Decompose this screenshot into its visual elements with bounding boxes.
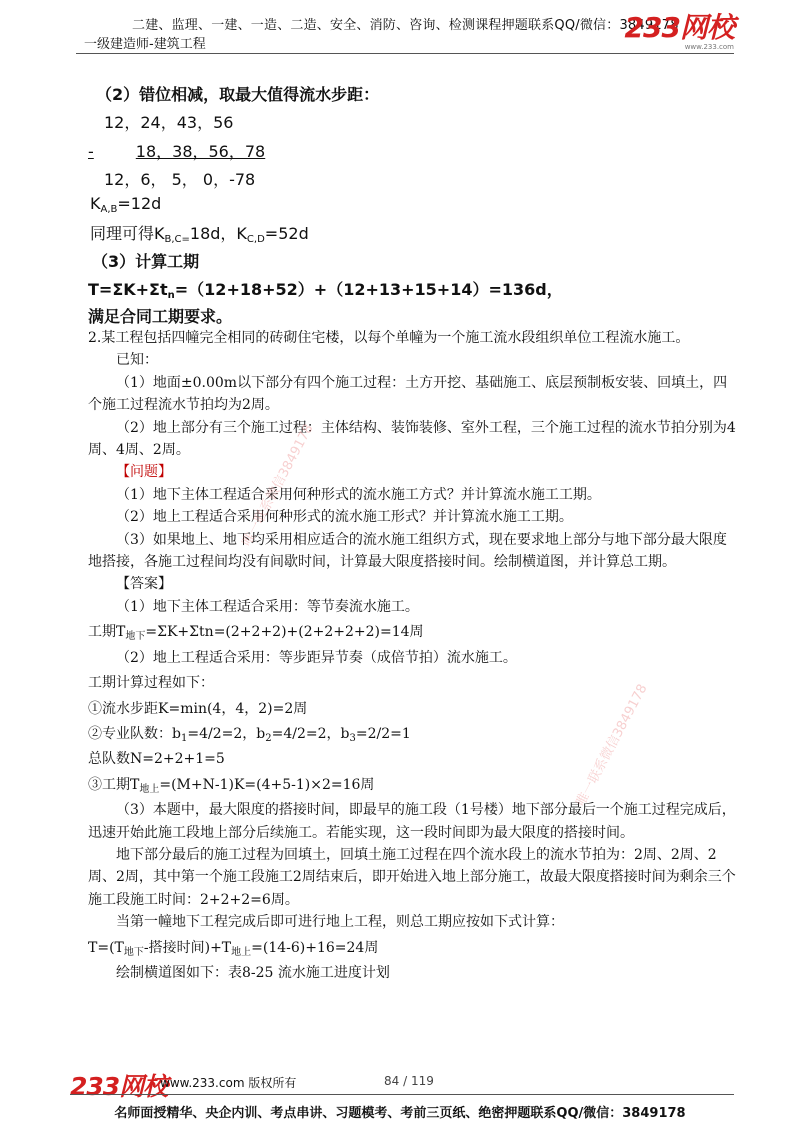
step2-title: （2）错位相减，取最大值得流水步距： — [96, 85, 380, 104]
answer-3-para-1: （3）本题中，最大限度的搭接时间，即最早的施工段（1号楼）地下部分最后一个施工过程完成后，迅速开始此施工段地上部分后续施工。若能实现，这一段时间即为最大限度的搭接时间。 — [88, 802, 736, 841]
problem-statement: 2.某工程包括四幢完全相同的砖砌住宅楼，以每个单幢为一个施工流水段组织单位工程流水施工。 — [88, 330, 690, 346]
logo-url: www.233.com — [684, 43, 734, 51]
answer-3-para-3: 当第一幢地下工程完成后即可进行地上工程，则总工期应按如下式计算： — [116, 914, 564, 931]
answer-2: （2）地上工程适合采用：等步距异节奏（成倍节拍）流水施工。 — [116, 649, 517, 666]
known-item-2: （2）地上部分有三个施工过程：主体结构、装饰装修、室外工程，三个施工过程的流水节拍分别为4周、4周、2周。 — [88, 419, 736, 459]
page-number: 84 / 119 — [384, 1074, 434, 1088]
total-duration-formula: $T=\Sigma K+\Sigma t_n=(12+18+52)+(12+13+15+14)=136d$， — [88, 280, 563, 301]
footer-divider — [70, 1094, 734, 1095]
sequence-row-2-values: 18，38，56，78 — [135, 142, 266, 161]
minus-sign: - — [88, 142, 94, 161]
answer-1-formula: 工期$T_{地下}=\Sigma K+\Sigma tn=(2+2+2)+(2+2+2+2)=14$周 — [88, 624, 424, 643]
difference-row: 12，6， 5， 0，-78 — [104, 170, 256, 189]
logo-text: 233网校 — [624, 11, 734, 44]
kbc-kcd-result: 同理可得$K_{B,C=}18d$，$K_{C,D}=52d$ — [90, 224, 309, 245]
answer-2-total-teams: 总队数N=2+2+1=5 — [88, 751, 225, 768]
question-1: （1）地下主体工程适合采用何种形式的流水施工方式？并计算流水施工工期。 — [116, 486, 601, 503]
header-subtitle: 一级建造师-建筑工程 — [84, 37, 206, 52]
footer-contact-line: 名师面授精华、央企内训、考点串讲、习题模考、考前三页纸、绝密押题联系QQ/微信：3849178 — [114, 1106, 686, 1121]
question-body — [88, 327, 738, 984]
answer-3-formula: $T=(T_{地下}-$搭接时间)$+T_{地上}=(14-6)+16=24$周 — [88, 939, 379, 958]
kab-result: $K_{A,B}=12d$ — [90, 194, 162, 215]
header-logo[interactable] — [624, 11, 734, 51]
answer-2-step-1: ①流水步距K=min(4，4，2)=2周 — [88, 700, 308, 717]
answer-3-para-2: 地下部分最后的施工过程为回填土，回填土施工过程在四个流水段上的流水节拍为：2周、2周、2周、2周，其中第一个施工段施工2周结束后，即开始进入地上部分施工，故最大限度搭接时间为剩余三个施工段施工时间：2+2+2=6周。 — [88, 846, 736, 908]
step3-title: （3）计算工期 — [92, 252, 200, 271]
known-item-1: （1）地面±0.00m以下部分有四个施工过程：土方开挖、基础施工、底层预制板安装、回填土，四个施工过程流水节拍均为2周。 — [88, 374, 728, 414]
sequence-row-2 — [88, 139, 265, 162]
footer-logo[interactable]: 233网校 — [70, 1072, 168, 1101]
sequence-row-1: 12，24，43，56 — [104, 113, 234, 132]
answer-2-step-3: ③工期$T_{地上}=(M+N-1)K=(4+5-1)\times 2=16$周 — [88, 776, 375, 795]
footer-copyright: www.233.com 版权所有 — [160, 1076, 297, 1090]
known-label: 已知： — [116, 352, 158, 369]
answer-1: （1）地下主体工程适合采用：等节奏流水施工。 — [116, 598, 419, 615]
contract-conclusion: 满足合同工期要求。 — [88, 307, 233, 326]
answer-label: 【答案】 — [116, 576, 172, 593]
answer-2-process: 工期计算过程如下： — [88, 675, 214, 692]
header-contact-line: 二建、监理、一建、一造、二造、安全、消防、咨询、检测课程押题联系QQ/微信：3849178 — [132, 18, 679, 33]
watermark-1: 唯一联系微信3849178 — [239, 421, 317, 549]
question-3: （3）如果地上、地下均采用相应适合的流水施工组织方式，现在要求地上部分与地下部分最大限度地搭接，各施工过程间均没有间歇时间，计算最大限度搭接时间。绘制横道图，并计算总工期。 — [88, 531, 727, 571]
watermark-2: 唯一联系微信3849178 — [573, 681, 651, 809]
header-divider — [76, 53, 734, 54]
question-label: 【问题】 — [116, 464, 172, 481]
question-2: （2）地上工程适合采用何种形式的流水施工形式？并计算流水施工工期。 — [116, 509, 573, 526]
answer-2-step-2: ②专业队数：$b_1=4/2=2$，$b_2=4/2=2$，$b_3=2/2=1$ — [88, 725, 411, 744]
answer-3-chart-caption: 绘制横道图如下：表8-25 流水施工进度计划 — [116, 964, 390, 981]
